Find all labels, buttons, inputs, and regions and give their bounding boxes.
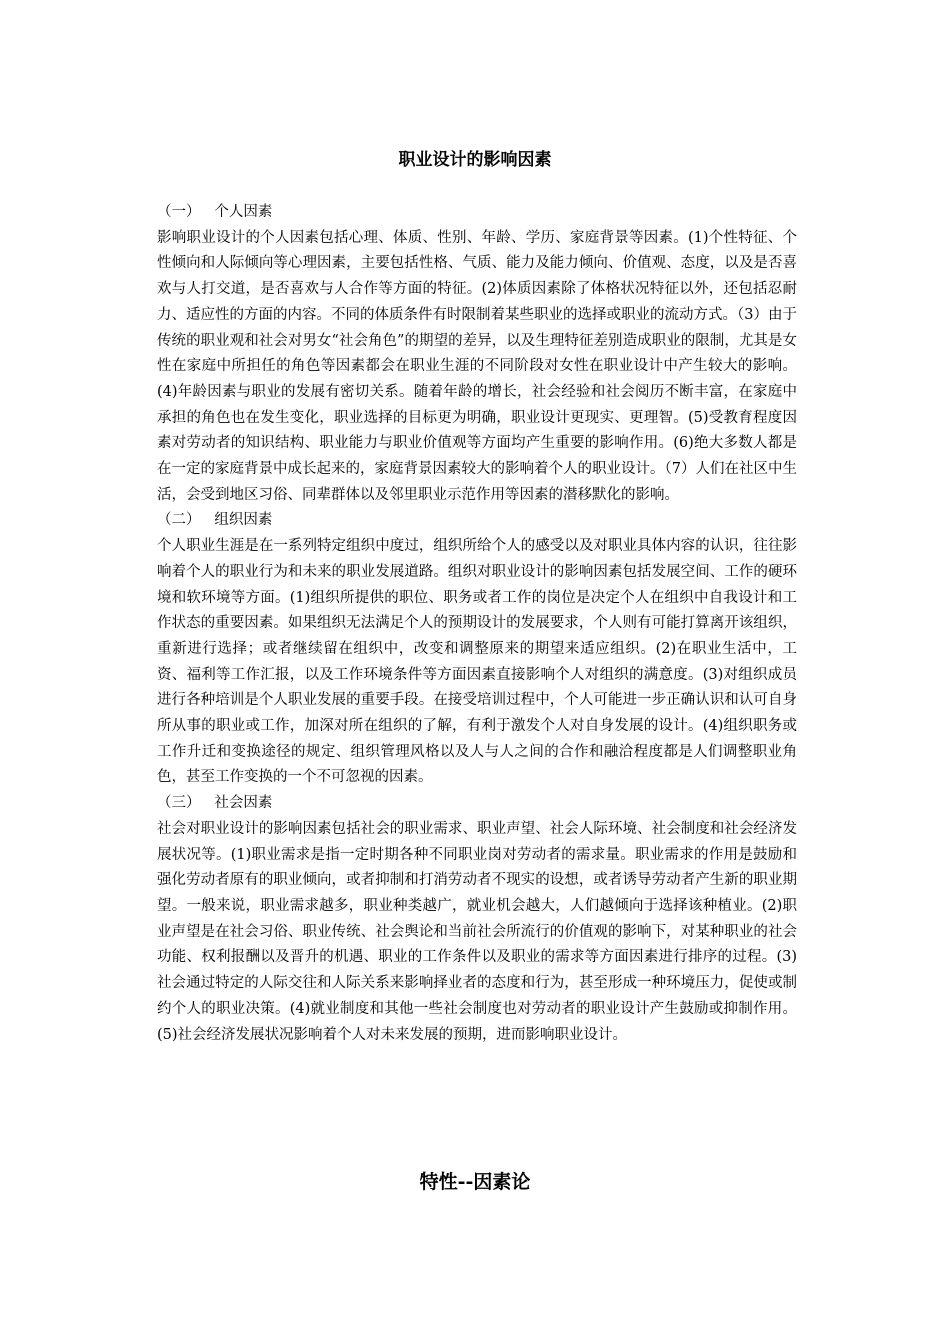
page-title: 职业设计的影响因素 [398, 150, 552, 170]
section-heading-personal: （一） 个人因素 [157, 204, 273, 220]
document-body [157, 200, 797, 1048]
next-section-title: 特性--因素论 [419, 1171, 531, 1193]
section-body-society: 社会对职业设计的影响因素包括社会的职业需求、职业声望、社会人际环境、社会制度和社会经济发展状况等。(1)职业需求是指一定时期各种不同职业岗对劳动者的需求量。职业需求的作用是鼓励和强化劳动者原有的职业倾向，或者抑制和打消劳动者不现实的设想，或者诱导劳动者产生新的职业期望。一般来说，职业需求越多，职业种类越广，就业机会越大，人们越倾向于选择该种植业。(2)职业声望是在社会习俗、职业传统、社会舆论和当前社会所流行的价值观的影响下，对某种职业的社会功能、权利报酬以及晋升的机遇、职业的工作条件以及职业的需求等方面因素进行排序的过程。(3)社会通过特定的人际交往和人际关系来影响择业者的态度和行为，甚至形成一种环境压力，促使或制约个人的职业决策。(4)就业制度和其他一些社会制度也对劳动者的职业设计产生鼓励或抑制作用。(5)社会经济发展状况影响着个人对未来发展的预期，进而影响职业设计。 [157, 820, 797, 1043]
section-heading-society: （三） 社会因素 [157, 795, 273, 812]
section-heading-organization: （二） 组织因素 [157, 512, 273, 529]
section-body-personal: 影响职业设计的个人因素包括心理、体质、性别、年龄、学历、家庭背景等因素。(1)个性特征、个性倾向和人际倾向等心理因素，主要包括性格、气质、能力及能力倾向、价值观、态度，以及是否喜欢与人打交道，是否喜欢与人合作等方面的特征。(2)体质因素除了体格状况特征以外，还包括忍耐力、适应性的方面的内容。不同的体质条件有时限制着某些职业的选择或职业的流动方式。（3）由于传统的职业观和社会对男女“社会角色”的期望的差异，以及生理特征差别造成职业的限制，尤其是女性在家庭中所担任的角色等因素都会在职业生涯的不同阶段对女性在职业设计中产生较大的影响。(4)年龄因素与职业的发展有密切关系。随着年龄的增长，社会经验和社会阅历不断丰富，在家庭中承担的角色也在发生变化，职业选择的目标更为明确，职业设计更现实、更理智。(5)受教育程度因素对劳动者的知识结构、职业能力与职业价值观等方面均产生重要的影响作用。(6)绝大多数人都是在一定的家庭背景中成长起来的，家庭背景因素较大的影响着个人的职业设计。（7）人们在社区中生活，会受到地区习俗、同辈群体以及邻里职业示范作用等因素的潜移默化的影响。 [157, 229, 797, 503]
section-body-organization: 个人职业生涯是在一系列特定组织中度过，组织所给个人的感受以及对职业具体内容的认识，往往影响着个人的职业行为和未来的职业发展道路。组织对职业设计的影响因素包括发展空间、工作的硬环境和软环境等方面。(1)组织所提供的职位、职务或者工作的岗位是决定个人在组织中自我设计和工作状态的重要因素。如果组织无法满足个人的预期设计的发展要求，个人则有可能打算离开该组织，重新进行选择；或者继续留在组织中，改变和调整原来的期望来适应组织。(2)在职业生活中，工资、福利等工作汇报，以及工作环境条件等方面因素直接影响个人对组织的满意度。(3)对组织成员进行各种培训是个人职业发展的重要手段。在接受培训过程中，个人可能进一步正确认识和认可自身所从事的职业或工作，加深对所在组织的了解，有利于激发个人对自身发展的设计。(4)组织职务或工作升迁和变换途径的规定、组织管理风格以及人与人之间的合作和融洽程度都是人们调整职业角色，甚至工作变换的一个不可忽视的因素。 [157, 538, 797, 786]
